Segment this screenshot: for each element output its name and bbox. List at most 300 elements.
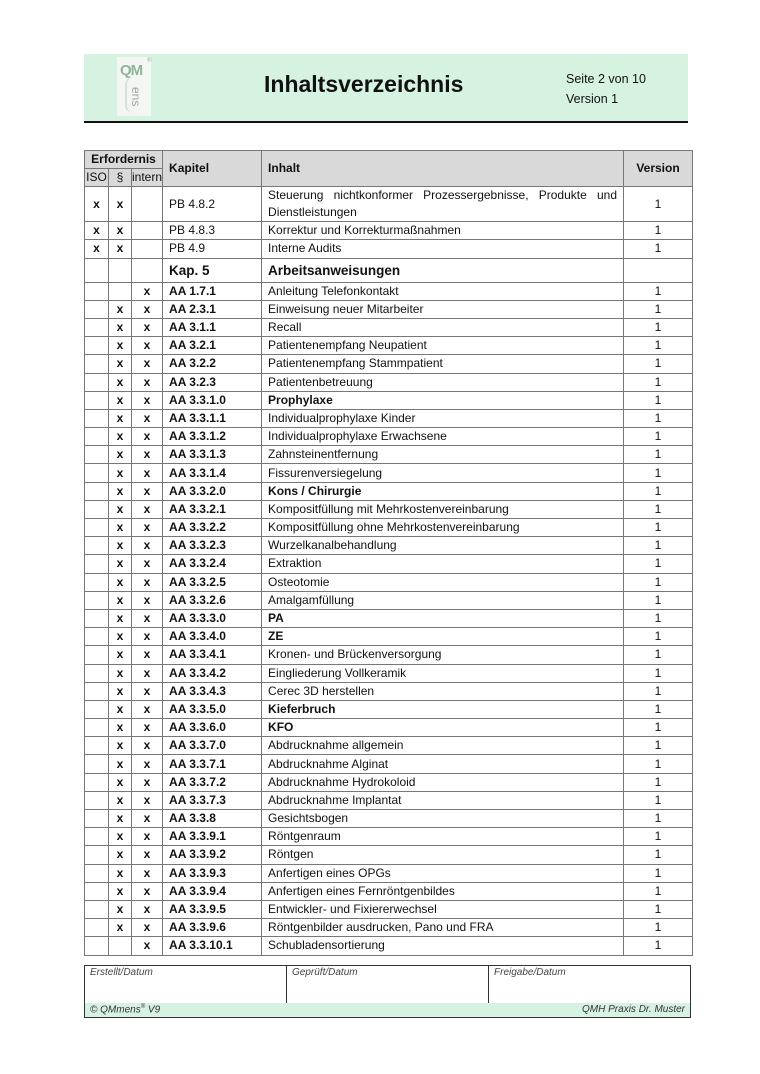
iso-cell [85,791,109,809]
intern-cell: x [132,700,163,718]
intern-cell: x [132,682,163,700]
inhalt-cell: Abdrucknahme allgemein [262,737,624,755]
version-cell: 1 [624,537,693,555]
version-cell: 1 [624,773,693,791]
table-row [85,828,693,846]
table-row [85,937,693,955]
inhalt-cell: Individualprophylaxe Kinder [262,409,624,427]
kapitel-cell: AA 3.3.2.3 [163,537,262,555]
kapitel-cell: AA 3.3.5.0 [163,700,262,718]
inhalt-cell: Patientenempfang Neupatient [262,337,624,355]
intern-cell [132,187,163,222]
paragraph-cell: x [109,828,132,846]
version-cell: 1 [624,664,693,682]
table-row [85,591,693,609]
intern-cell: x [132,318,163,336]
intern-cell: x [132,646,163,664]
table-row [85,373,693,391]
kapitel-cell: PB 4.8.2 [163,187,262,222]
version-cell: 1 [624,282,693,300]
paragraph-cell: x [109,700,132,718]
iso-cell [85,555,109,573]
version-cell: 1 [624,882,693,900]
paragraph-cell: x [109,482,132,500]
intern-cell: x [132,519,163,537]
version-cell: 1 [624,355,693,373]
intern-cell: x [132,446,163,464]
paragraph-cell: x [109,391,132,409]
iso-cell [85,719,109,737]
signature-checked[interactable]: Geprüft/Datum [287,966,489,1003]
kapitel-cell: AA 3.2.2 [163,355,262,373]
version-cell: 1 [624,187,693,222]
intern-cell: x [132,391,163,409]
intern-cell: x [132,355,163,373]
iso-cell [85,646,109,664]
header-erfordernis: Erfordernis [85,151,163,169]
inhalt-cell: KFO [262,719,624,737]
paragraph-cell: x [109,609,132,627]
version-cell: 1 [624,300,693,318]
iso-cell [85,373,109,391]
kapitel-cell: Kap. 5 [163,258,262,282]
inhalt-cell: Abdrucknahme Implantat [262,791,624,809]
paragraph-cell: x [109,664,132,682]
inhalt-cell: Gesichtsbogen [262,810,624,828]
intern-cell: x [132,828,163,846]
iso-cell [85,409,109,427]
kapitel-cell: AA 3.3.4.3 [163,682,262,700]
iso-cell [85,355,109,373]
paragraph-cell: x [109,500,132,518]
paragraph-cell: x [109,409,132,427]
paragraph-cell: x [109,773,132,791]
paragraph-cell: x [109,464,132,482]
footer-version: V9 [145,1004,161,1016]
table-row [85,318,693,336]
iso-cell [85,446,109,464]
iso-cell [85,828,109,846]
iso-cell [85,258,109,282]
intern-cell: x [132,500,163,518]
version-cell: 1 [624,810,693,828]
paragraph-cell [109,282,132,300]
table-row [85,282,693,300]
version-cell: 1 [624,464,693,482]
inhalt-cell: Kieferbruch [262,700,624,718]
table-row [85,222,693,240]
version-cell: 1 [624,609,693,627]
kapitel-cell: AA 3.1.1 [163,318,262,336]
version-cell: 1 [624,500,693,518]
version-cell: 1 [624,682,693,700]
inhalt-cell: Zahnsteinentfernung [262,446,624,464]
iso-cell [85,664,109,682]
version-cell: 1 [624,791,693,809]
logo-subtext: ens [129,87,143,107]
paragraph-cell: x [109,737,132,755]
kapitel-cell: AA 3.3.3.0 [163,609,262,627]
inhalt-cell: Kompositfüllung mit Mehrkostenvereinbarung [262,500,624,518]
paragraph-cell: x [109,719,132,737]
intern-cell: x [132,537,163,555]
inhalt-cell: Kons / Chirurgie [262,482,624,500]
document-header [84,54,688,121]
inhalt-cell: Individualprophylaxe Erwachsene [262,428,624,446]
kapitel-cell: AA 3.3.6.0 [163,719,262,737]
version-cell: 1 [624,555,693,573]
inhalt-cell: Cerec 3D herstellen [262,682,624,700]
iso-cell [85,300,109,318]
document-footer [84,1003,691,1018]
table-row [85,646,693,664]
iso-cell [85,428,109,446]
version-cell: 1 [624,646,693,664]
intern-cell: x [132,664,163,682]
kapitel-cell: AA 3.3.7.3 [163,791,262,809]
iso-cell [85,391,109,409]
version-cell: 1 [624,337,693,355]
version-cell: 1 [624,391,693,409]
inhalt-cell: Abdrucknahme Alginat [262,755,624,773]
kapitel-cell: AA 3.3.9.4 [163,882,262,900]
iso-cell [85,573,109,591]
kapitel-cell: AA 3.3.2.2 [163,519,262,537]
intern-cell: x [132,555,163,573]
table-row [85,428,693,446]
table-row [85,882,693,900]
version-cell: 1 [624,318,693,336]
intern-cell: x [132,900,163,918]
table-row [85,664,693,682]
iso-cell [85,810,109,828]
kapitel-cell: AA 3.3.9.1 [163,828,262,846]
table-row [85,500,693,518]
version-cell: 1 [624,628,693,646]
kapitel-cell: AA 3.3.7.0 [163,737,262,755]
registered-icon: ® [147,58,152,64]
kapitel-cell: AA 3.3.2.6 [163,591,262,609]
logo-text: QM [120,62,143,79]
inhalt-cell: Abdrucknahme Hydrokoloid [262,773,624,791]
inhalt-cell: ZE [262,628,624,646]
header-inhalt: Inhalt [262,151,624,187]
paragraph-cell: x [109,537,132,555]
kapitel-cell: AA 3.3.8 [163,810,262,828]
intern-cell: x [132,755,163,773]
page-number: Seite 2 von 10 [566,72,646,86]
table-row [85,482,693,500]
kapitel-cell: AA 3.3.9.5 [163,900,262,918]
intern-cell [132,240,163,258]
table-row [85,864,693,882]
table-row [85,409,693,427]
inhalt-cell: Patientenempfang Stammpatient [262,355,624,373]
iso-cell [85,282,109,300]
version-cell: 1 [624,222,693,240]
table-row [85,609,693,627]
paragraph-cell: x [109,373,132,391]
paragraph-cell: x [109,591,132,609]
header-kapitel: Kapitel [163,151,262,187]
intern-cell: x [132,482,163,500]
inhalt-cell: Kronen- und Brückenversorgung [262,646,624,664]
inhalt-cell: Osteotomie [262,573,624,591]
inhalt-cell: Prophylaxe [262,391,624,409]
paragraph-cell: x [109,682,132,700]
kapitel-cell: AA 3.3.2.4 [163,555,262,573]
iso-cell [85,937,109,955]
intern-cell: x [132,337,163,355]
kapitel-cell: AA 3.3.1.1 [163,409,262,427]
intern-cell: x [132,373,163,391]
paragraph-cell: x [109,628,132,646]
paragraph-cell: x [109,846,132,864]
iso-cell [85,737,109,755]
inhalt-cell: Patientenbetreuung [262,373,624,391]
table-row [85,919,693,937]
version-cell: 1 [624,719,693,737]
table-row [85,464,693,482]
iso-cell [85,482,109,500]
paragraph-cell: x [109,864,132,882]
header-paragraph: § [109,169,132,187]
kapitel-cell: AA 2.3.1 [163,300,262,318]
iso-cell [85,900,109,918]
paragraph-cell: x [109,355,132,373]
footer-practice: QMH Praxis Dr. Muster [582,1004,685,1015]
paragraph-cell: x [109,755,132,773]
inhalt-cell: Anleitung Telefonkontakt [262,282,624,300]
paragraph-cell: x [109,337,132,355]
iso-cell [85,755,109,773]
version-cell: 1 [624,937,693,955]
paragraph-cell: x [109,318,132,336]
iso-cell [85,682,109,700]
version-cell: 1 [624,900,693,918]
inhalt-cell: Extraktion [262,555,624,573]
paragraph-cell: x [109,882,132,900]
table-row [85,682,693,700]
table-row [85,573,693,591]
kapitel-cell: AA 3.3.9.6 [163,919,262,937]
table-row [85,719,693,737]
intern-cell: x [132,864,163,882]
inhalt-cell: Interne Audits [262,240,624,258]
paragraph-cell: x [109,428,132,446]
document-version: Version 1 [566,92,619,106]
intern-cell: x [132,282,163,300]
inhalt-cell: Einweisung neuer Mitarbeiter [262,300,624,318]
inhalt-cell: Eingliederung Vollkeramik [262,664,624,682]
iso-cell [85,519,109,537]
inhalt-cell: Anfertigen eines OPGs [262,864,624,882]
paragraph-cell: x [109,222,132,240]
intern-cell: x [132,846,163,864]
iso-cell [85,537,109,555]
iso-cell [85,846,109,864]
version-cell: 1 [624,482,693,500]
kapitel-cell: AA 3.3.4.0 [163,628,262,646]
inhalt-cell: Korrektur und Korrekturmaßnahmen [262,222,624,240]
version-cell: 1 [624,700,693,718]
inhalt-cell: Röntgenbilder ausdrucken, Pano und FRA [262,919,624,937]
inhalt-cell: Arbeitsanweisungen [262,258,624,282]
kapitel-cell: PB 4.9 [163,240,262,258]
signature-block [84,965,691,1004]
inhalt-cell: Fissurenversiegelung [262,464,624,482]
paragraph-cell: x [109,919,132,937]
kapitel-cell: AA 3.3.2.1 [163,500,262,518]
table-row [85,810,693,828]
inhalt-cell: Kompositfüllung ohne Mehrkostenvereinbarung [262,519,624,537]
table-row [85,700,693,718]
page-title: Inhaltsverzeichnis [264,71,464,97]
version-cell: 1 [624,828,693,846]
table-row [85,300,693,318]
iso-cell [85,318,109,336]
paragraph-cell: x [109,791,132,809]
kapitel-cell: PB 4.8.3 [163,222,262,240]
version-cell: 1 [624,409,693,427]
table-row [85,737,693,755]
version-cell [624,258,693,282]
intern-cell: x [132,428,163,446]
kapitel-cell: AA 3.3.1.0 [163,391,262,409]
table-row [85,519,693,537]
kapitel-cell: AA 3.3.4.2 [163,664,262,682]
iso-cell [85,700,109,718]
kapitel-cell: AA 3.3.2.0 [163,482,262,500]
inhalt-cell: Amalgamfüllung [262,591,624,609]
iso-cell: x [85,187,109,222]
kapitel-cell: AA 3.3.1.4 [163,464,262,482]
paragraph-cell: x [109,555,132,573]
kapitel-cell: AA 3.3.7.2 [163,773,262,791]
header-divider [84,121,688,123]
intern-cell [132,258,163,282]
iso-cell [85,864,109,882]
iso-cell [85,882,109,900]
intern-cell: x [132,937,163,955]
signature-approved[interactable]: Freigabe/Datum [494,967,566,978]
version-cell: 1 [624,240,693,258]
paragraph-cell: x [109,573,132,591]
signature-created[interactable]: Erstellt/Datum [85,966,287,1003]
table-row [85,355,693,373]
iso-cell [85,500,109,518]
intern-cell: x [132,719,163,737]
version-cell: 1 [624,591,693,609]
intern-cell: x [132,919,163,937]
intern-cell: x [132,591,163,609]
toc-body [85,187,693,955]
kapitel-cell: AA 3.2.1 [163,337,262,355]
registered-icon: ® [140,1004,146,1010]
table-row [85,537,693,555]
paragraph-cell: x [109,519,132,537]
paragraph-cell [109,937,132,955]
intern-cell [132,222,163,240]
table-row [85,628,693,646]
table-row [85,900,693,918]
version-cell: 1 [624,519,693,537]
intern-cell: x [132,628,163,646]
paragraph-cell: x [109,810,132,828]
kapitel-cell: AA 3.3.2.5 [163,573,262,591]
paragraph-cell: x [109,187,132,222]
intern-cell: x [132,409,163,427]
version-cell: 1 [624,864,693,882]
kapitel-cell: AA 3.2.3 [163,373,262,391]
table-row [85,791,693,809]
table-row [85,187,693,222]
version-cell: 1 [624,919,693,937]
version-cell: 1 [624,755,693,773]
inhalt-cell: Wurzelkanalbehandlung [262,537,624,555]
kapitel-cell: AA 3.3.10.1 [163,937,262,955]
table-row [85,846,693,864]
footer-copyright [90,1004,160,1015]
version-cell: 1 [624,846,693,864]
intern-cell: x [132,810,163,828]
intern-cell: x [132,464,163,482]
intern-cell: x [132,882,163,900]
kapitel-cell: AA 3.3.1.2 [163,428,262,446]
version-cell: 1 [624,737,693,755]
iso-cell [85,919,109,937]
paragraph-cell [109,258,132,282]
intern-cell: x [132,773,163,791]
table-row [85,755,693,773]
header-intern: intern [132,169,163,187]
table-row [85,555,693,573]
kapitel-cell: AA 3.3.9.2 [163,846,262,864]
section-row [85,258,693,282]
iso-cell [85,609,109,627]
kapitel-cell: AA 3.3.4.1 [163,646,262,664]
paragraph-cell: x [109,646,132,664]
inhalt-cell: Anfertigen eines Fernröntgenbildes [262,882,624,900]
kapitel-cell: AA 3.3.7.1 [163,755,262,773]
version-cell: 1 [624,573,693,591]
header-iso: ISO [85,169,109,187]
inhalt-cell: Röntgen [262,846,624,864]
kapitel-cell: AA 1.7.1 [163,282,262,300]
intern-cell: x [132,573,163,591]
page-info [566,69,646,109]
intern-cell: x [132,609,163,627]
inhalt-cell: Entwickler- und Fixiererwechsel [262,900,624,918]
qmmens-logo [117,57,151,116]
intern-cell: x [132,737,163,755]
iso-cell [85,464,109,482]
paragraph-cell: x [109,240,132,258]
inhalt-cell: Schubladensortierung [262,937,624,955]
table-row [85,773,693,791]
intern-cell: x [132,300,163,318]
version-cell: 1 [624,428,693,446]
iso-cell [85,628,109,646]
footer-brand: © QMmens [90,1004,141,1016]
version-cell: 1 [624,446,693,464]
iso-cell [85,591,109,609]
inhalt-cell: PA [262,609,624,627]
paragraph-cell: x [109,300,132,318]
iso-cell: x [85,240,109,258]
table-row [85,337,693,355]
inhalt-cell: Steuerung nichtkonformer Prozessergebnisse, Produkte und Dienstleistungen [262,187,624,222]
